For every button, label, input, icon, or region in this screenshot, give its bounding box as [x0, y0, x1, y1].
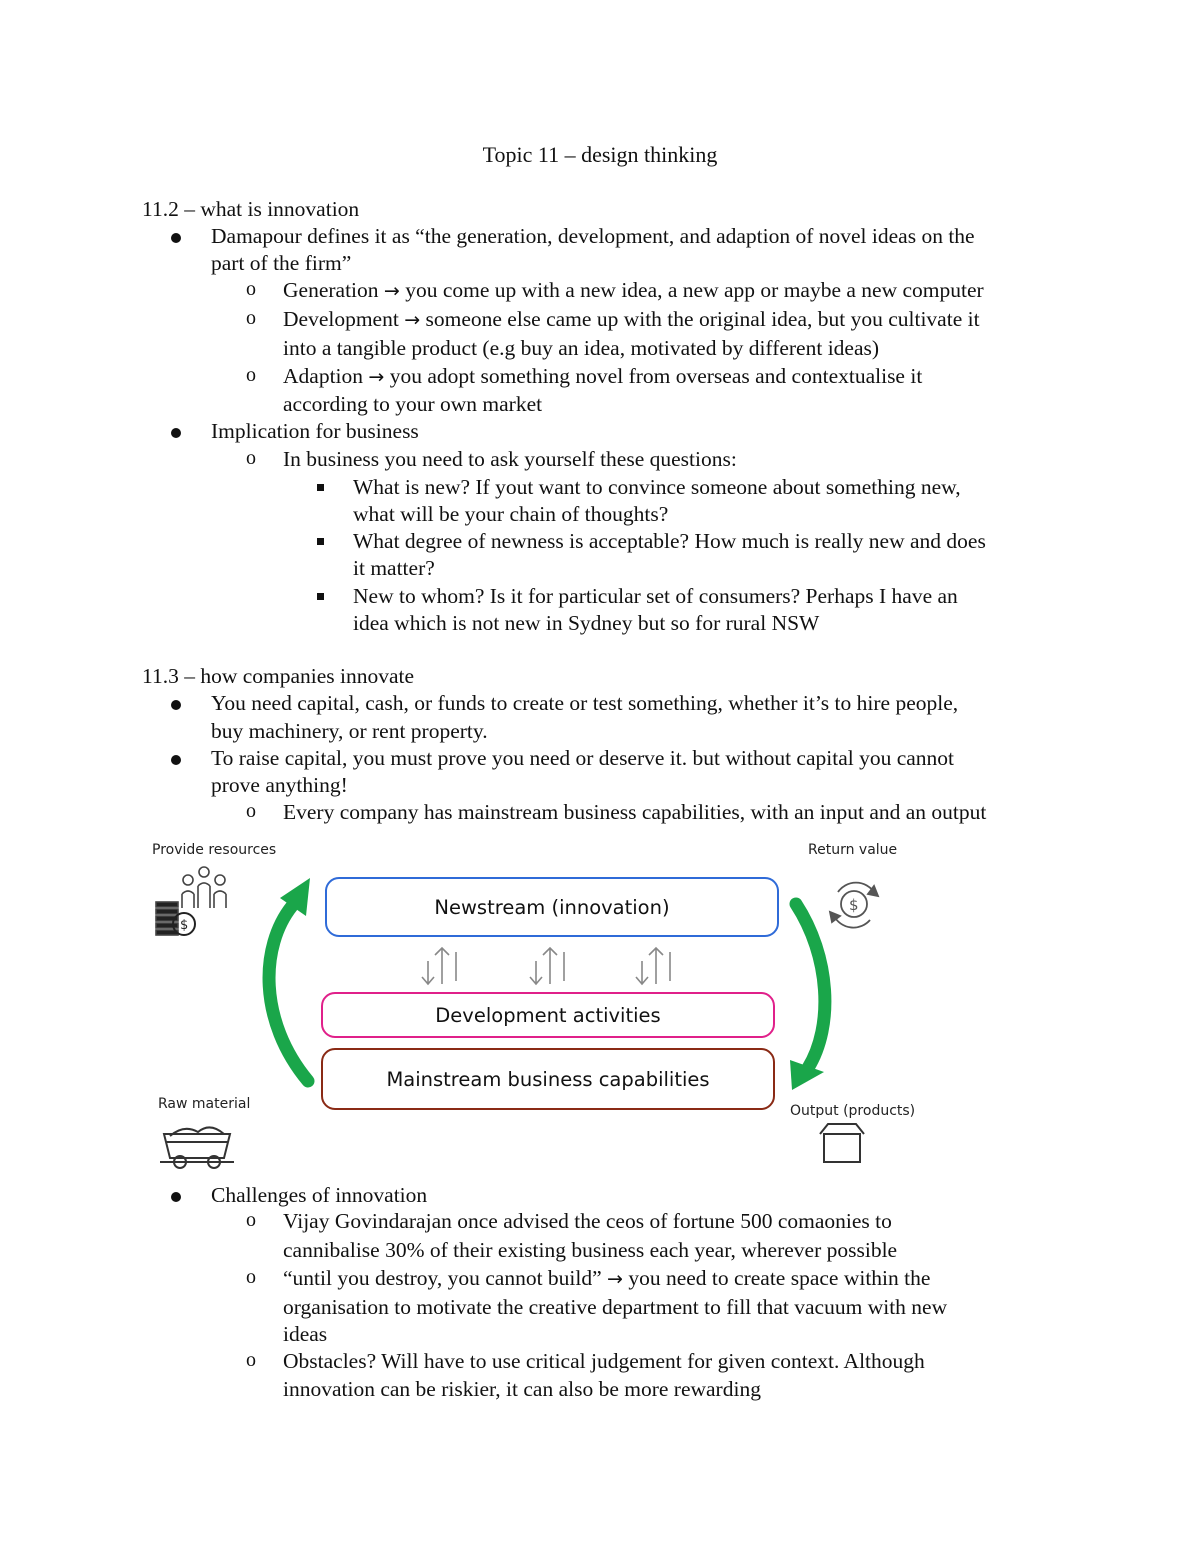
question-text: idea which is not new in Sydney but so for rural NSW: [353, 611, 820, 635]
return-value-label: Return value: [808, 842, 898, 858]
newstream-box: Newstream (innovation): [325, 877, 779, 937]
page-title: Topic 11 – design thinking: [482, 142, 718, 167]
list-item: In business you need to ask yourself these questions:: [283, 447, 737, 471]
list-item: [283, 306, 980, 335]
term-text: you come up with a new idea, a new app or maybe a new computer: [405, 278, 984, 302]
product-box-icon: [820, 1124, 864, 1162]
term-label: Generation: [283, 278, 379, 302]
arrow-icon: →: [383, 280, 400, 302]
bullet-text: Damapour defines it as “the generation, development, and adaption of novel ideas on the: [211, 224, 975, 248]
bullet-circle: o: [246, 447, 256, 469]
mining-cart-icon: [160, 1127, 234, 1168]
term-label: Development: [283, 307, 399, 331]
list-item: Obstacles? Will have to use critical judgement for given context. Although: [283, 1349, 925, 1373]
bullet-text: Challenges of innovation: [211, 1183, 428, 1207]
bullet-circle: o: [246, 800, 256, 822]
bullet-text: You need capital, cash, or funds to create or test something, whether it’s to hire people,: [211, 691, 959, 715]
question-text: what will be your chain of thoughts?: [353, 502, 669, 526]
term-label: Adaption: [283, 364, 364, 388]
raw-material-label: Raw material: [158, 1096, 251, 1112]
arrow-icon: →: [607, 1268, 623, 1290]
bullet-circle: o: [246, 278, 256, 300]
return-value-icon: [830, 883, 878, 928]
bullet-circle: o: [246, 364, 256, 386]
svg-text:$: $: [849, 896, 859, 914]
provide-resources-label: Provide resources: [152, 842, 277, 858]
list-item: Vijay Govindarajan once advised the ceos of fortune 500 comaonies to: [283, 1209, 892, 1233]
left-cycle-arrow-icon: [269, 878, 310, 1081]
bullet-square: [317, 484, 324, 491]
bullet-circle: o: [246, 307, 256, 329]
list-item-continued: ideas: [283, 1322, 328, 1346]
term-text: you need to create space within the: [628, 1266, 931, 1290]
question-text: New to whom? Is it for particular set of consumers? Perhaps I have an: [353, 584, 958, 608]
section-heading: 11.3 – how companies innovate: [142, 664, 415, 688]
question-text: What degree of newness is acceptable? How much is really new and does: [353, 529, 986, 553]
bullet-text: Implication for business: [211, 419, 419, 443]
bullet-dot: [171, 428, 181, 438]
exchange-arrow-icon: [636, 948, 670, 984]
bullet-circle: o: [246, 1349, 256, 1371]
exchange-arrow-icon: [530, 948, 564, 984]
bullet-text: To raise capital, you must prove you need or deserve it. but without capital you cannot: [211, 746, 955, 770]
bullet-text: prove anything!: [211, 773, 348, 797]
bullet-dot: [171, 700, 181, 710]
bullet-dot: [171, 233, 181, 243]
bullet-text: part of the firm”: [211, 251, 352, 275]
svg-text:$: $: [180, 918, 189, 933]
term-text: someone else came up with the original idea, but you cultivate it: [425, 307, 980, 331]
development-box: Development activities: [321, 992, 775, 1038]
list-item-continued: according to your own market: [283, 392, 543, 416]
term-text: you adopt something novel from overseas and contextualise it: [389, 364, 923, 388]
bullet-text: buy machinery, or rent property.: [211, 719, 488, 743]
output-label: Output (products): [790, 1103, 916, 1119]
arrow-icon: →: [404, 309, 421, 331]
list-item-continued: cannibalise 30% of their existing business each year, wherever possible: [283, 1238, 898, 1262]
innovation-diagram: [140, 836, 920, 1176]
list-item: [283, 277, 984, 306]
list-item-continued: innovation can be riskier, it can also be more rewarding: [283, 1377, 761, 1401]
list-item: [283, 1265, 930, 1294]
bullet-square: [317, 538, 324, 545]
bullet-square: [317, 593, 324, 600]
list-item-continued: organisation to motivate the creative department to fill that vacuum with new: [283, 1295, 948, 1319]
list-item-continued: into a tangible product (e.g buy an idea, motivated by different ideas): [283, 336, 880, 360]
bullet-circle: o: [246, 1266, 256, 1288]
arrow-icon: →: [368, 366, 385, 388]
question-text: it matter?: [353, 556, 435, 580]
bullet-dot: [171, 755, 181, 765]
mainstream-box: Mainstream business capabilities: [321, 1048, 775, 1110]
question-text: What is new? If yout want to convince someone about something new,: [353, 475, 961, 499]
bullet-circle: o: [246, 1209, 256, 1231]
people-coins-icon: [156, 867, 226, 935]
exchange-arrow-icon: [422, 948, 456, 984]
right-cycle-arrow-icon: [790, 904, 825, 1090]
list-item: Every company has mainstream business capabilities, with an input and an output: [283, 800, 987, 824]
section-heading: 11.2 – what is innovation: [142, 197, 360, 221]
quote-text: “until you destroy, you cannot build”: [283, 1266, 602, 1290]
bullet-dot: [171, 1192, 181, 1202]
list-item: [283, 363, 922, 392]
